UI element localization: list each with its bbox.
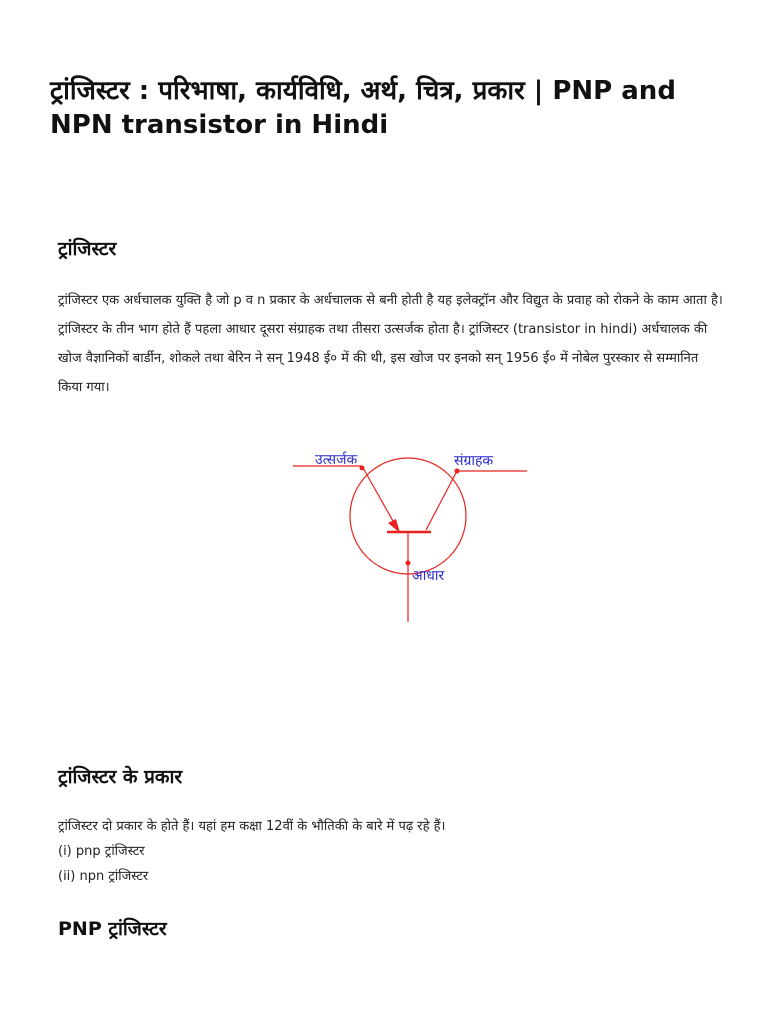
emitter-junction-dot (360, 466, 365, 471)
intro-paragraph: ट्रांजिस्टर एक अर्धचालक युक्ति है जो p व n प्रकार के अर्धचालक से बनी होती है यह इलेक्ट्रॉन और विद्युत के प्रवाह को रोकने के काम आता है। ट्रांजिस्टर के तीन भाग होते हैं पहला आधार दूसरा संग्राहक तथा तीसरा उत्सर्जक होता है। ट्रांजिस्टर (transistor in hindi) अर्धचालक की खोज वैज्ञानिकों बार्डीन, शोकले तथा बेरिन ने सन् 1948 ई० में की थी, इस खोज पर इनको सन् 1956 ई० में नोबेल पुरस्कार से सम्मानित किया गया। (58, 293, 723, 395)
emitter-arm (362, 466, 398, 530)
base-junction-dot (406, 561, 411, 566)
section-heading-transistor-types: ट्रांजिस्टर के प्रकार (58, 766, 183, 788)
collector-label: संग्राहक (454, 453, 494, 469)
type-item-npn: (ii) npn ट्रांजिस्टर (58, 869, 149, 884)
transistor-symbol-diagram (280, 430, 540, 630)
transistor-symbol-lines (293, 458, 527, 622)
section-heading-pnp: PNP ट्रांजिस्टर (58, 918, 167, 940)
collector-arm (426, 471, 457, 530)
transistor-types-text (58, 814, 718, 889)
base-label: आधार (412, 568, 445, 584)
emitter-label: उत्सर्जक (315, 452, 358, 468)
page-title: ट्रांजिस्टर : परिभाषा, कार्यविधि, अर्थ, चित्र, प्रकार | PNP and NPN transistor in Hindi (50, 76, 676, 140)
type-item-pnp: (i) pnp ट्रांजिस्टर (58, 844, 145, 859)
types-intro: ट्रांजिस्टर दो प्रकार के होते हैं। यहां हम कक्षा 12वीं के भौतिकी के बारे में पढ़ रहे हैं। (58, 819, 446, 834)
section-heading-transistor: ट्रांजिस्टर (58, 238, 117, 260)
collector-junction-dot (455, 469, 460, 474)
